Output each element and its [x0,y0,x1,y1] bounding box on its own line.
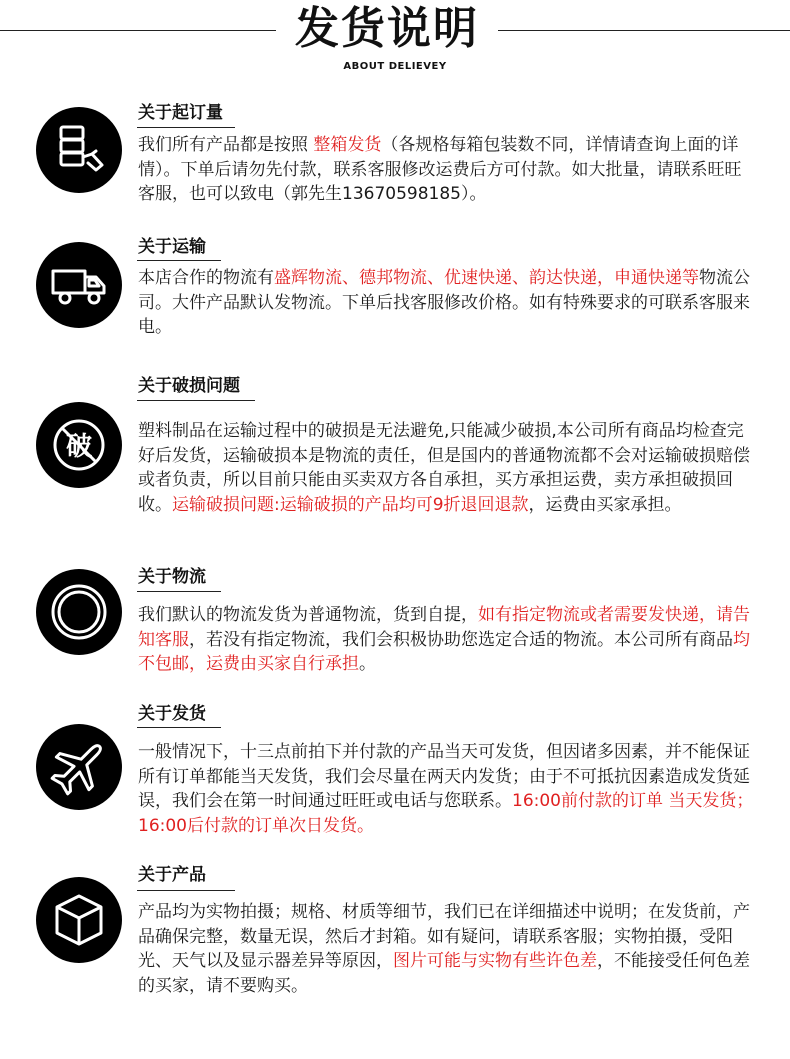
highlight-text: 运输破损问题:运输破损的产品均可9折退回退款 [172,494,529,515]
text-run: 。 [359,654,376,674]
broken-icon [36,402,122,488]
highlight-text: 均不包邮，运费由买家自行承担 [138,629,750,674]
section-title-underline [137,260,221,261]
section-title: 关于运输 [138,237,206,257]
section-body [138,740,756,838]
highlight-text: 整箱发货 [313,135,382,155]
highlight-text: 图片可能与实物有些许色差 [393,951,597,971]
section-title: 关于起订量 [138,103,223,123]
section-title-underline [137,127,235,128]
section-body [138,419,756,517]
text-run: 塑料制品在运输过程中的破损是无法避免,只能减少破损,本公司所有商品均检查完好后发货，运输破损本是物流的责任，但是国内的普通物流都不会对运输破损赔偿或者负责，所以目前只能由买卖双方各自承担，买方承担运费，卖方承担破损回收。 [138,421,750,515]
section-body [138,603,756,677]
section-title-underline [137,727,221,728]
airplane-icon [36,724,122,810]
text-run: 产品均为实物拍摄；规格、材质等细节，我们已在详细描述中说明；在发货前，产品确保完整，数量无误，然后才封箱。如有疑问，请联系客服；实物拍摄，受阳光、天气以及显示器差异等原因， [138,902,750,971]
section-title-underline [137,400,255,401]
text-run: 一般情况下，十三点前拍下并付款的产品当天可发货，但因诸多因素，并不能保证所有订单都能当天发货，我们会尽量在两天内发货；由于不可抵抗因素造成发货延误，我们会在第一时间通过旺旺或电话与您联系。 [138,742,750,811]
section-title-underline [137,890,235,891]
section-body [138,266,756,340]
text-run: ，若没有指定物流，我们会积极协助您选定合适的物流。本公司所有商品 [189,629,733,650]
highlight-text: 16:00前付款的订单 当天发货； 16:00后付款的订单次日发货。 [138,791,754,836]
text-run: 我们默认的物流发货为普通物流，货到自提， [138,605,478,625]
header-divider-right [498,30,790,31]
text-run: 物流公司。大件产品默认发物流。下单后找客服修改价格。如有特殊要求的可联系客服来电。 [138,268,750,337]
header [0,0,790,80]
box-icon [36,877,122,963]
section-body [138,900,756,998]
section-title: 关于发货 [138,704,206,724]
section-title-underline [137,591,221,592]
boxes-hand-icon [36,107,122,193]
ring-icon [36,569,122,655]
text-run: 我们所有产品都是按照 [138,135,314,155]
section-body [138,133,756,207]
section-title: 关于物流 [138,567,206,587]
header-divider-left [0,30,276,31]
broken-icon-glyph: 破 [65,432,93,462]
text-run: ，运费由买家承担。 [528,494,682,515]
truck-icon [36,242,122,328]
highlight-text: 如有指定物流或者需要发快递，请告知客服 [138,605,750,650]
page-subtitle: ABOUT DELIEVEY [343,61,447,72]
section-title: 关于产品 [138,865,206,885]
text-run: 本店合作的物流有 [138,268,274,288]
highlight-text: 盛辉物流、德邦物流、优速快递、韵达快递，申通快递等 [274,268,699,288]
section-title: 关于破损问题 [138,376,240,396]
text-run: （各规格每箱包装数不同，详情请查询上面的详情）。下单后请勿先付款，联系客服修改运费后方可付款。如大批量，请联系旺旺客服，也可以致电（郭先生13670598185）。 [138,135,742,204]
text-run: ，不能接受任何色差的买家，请不要购买。 [138,951,750,996]
page-title: 发货说明 [295,3,479,54]
